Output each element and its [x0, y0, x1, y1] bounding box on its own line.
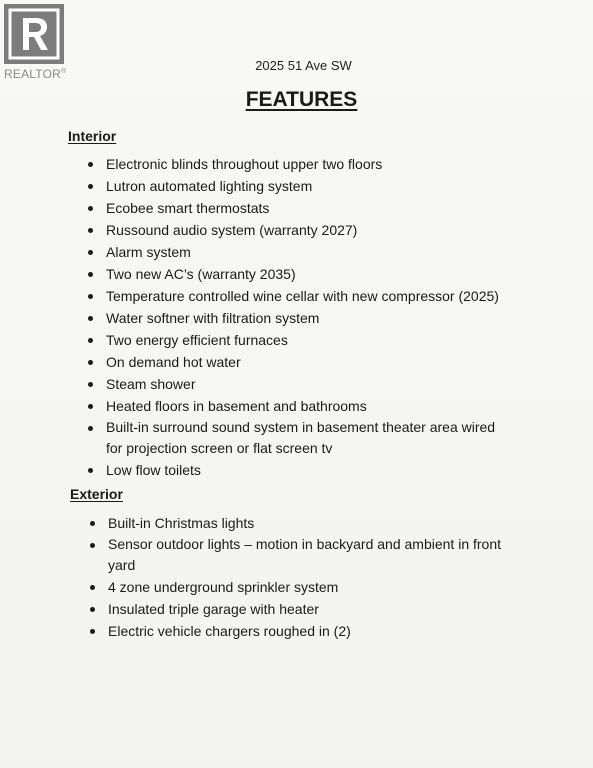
- realtor-wordmark: REALTOR®: [4, 67, 67, 81]
- list-item: Electronic blinds throughout upper two floors: [86, 153, 546, 175]
- list-item: Water softner with filtration system: [86, 307, 546, 329]
- realtor-r-icon: [4, 4, 64, 64]
- list-item: Built-in surround sound system in basement theater area wired for projection screen or flat screen tv: [86, 417, 546, 459]
- property-address: 2025 51 Ave SW: [255, 58, 352, 73]
- list-item: Heated floors in basement and bathrooms: [86, 395, 546, 417]
- list-item: Insulated triple garage with heater: [88, 598, 548, 620]
- list-item: Russound audio system (warranty 2027): [86, 219, 546, 241]
- page-title: FEATURES: [245, 88, 358, 111]
- list-item: Built-in Christmas lights: [88, 512, 548, 534]
- list-item: Alarm system: [86, 241, 546, 263]
- interior-features-list: [86, 153, 546, 481]
- section-heading-interior: Interior: [68, 128, 117, 144]
- list-item: 4 zone underground sprinkler system: [88, 576, 548, 598]
- list-item: Two new AC’s (warranty 2035): [86, 263, 546, 285]
- section-heading-exterior: Exterior: [70, 486, 123, 502]
- list-item: Two energy efficient furnaces: [86, 329, 546, 351]
- list-item: Electric vehicle chargers roughed in (2): [88, 620, 548, 642]
- exterior-features-list: [88, 512, 548, 642]
- list-item: Steam shower: [86, 373, 546, 395]
- list-item: Temperature controlled wine cellar with new compressor (2025): [86, 285, 546, 307]
- list-item: Sensor outdoor lights – motion in backyard and ambient in front yard: [88, 534, 548, 576]
- list-item: Low flow toilets: [86, 459, 546, 481]
- list-item: On demand hot water: [86, 351, 546, 373]
- list-item: Lutron automated lighting system: [86, 175, 546, 197]
- list-item: Ecobee smart thermostats: [86, 197, 546, 219]
